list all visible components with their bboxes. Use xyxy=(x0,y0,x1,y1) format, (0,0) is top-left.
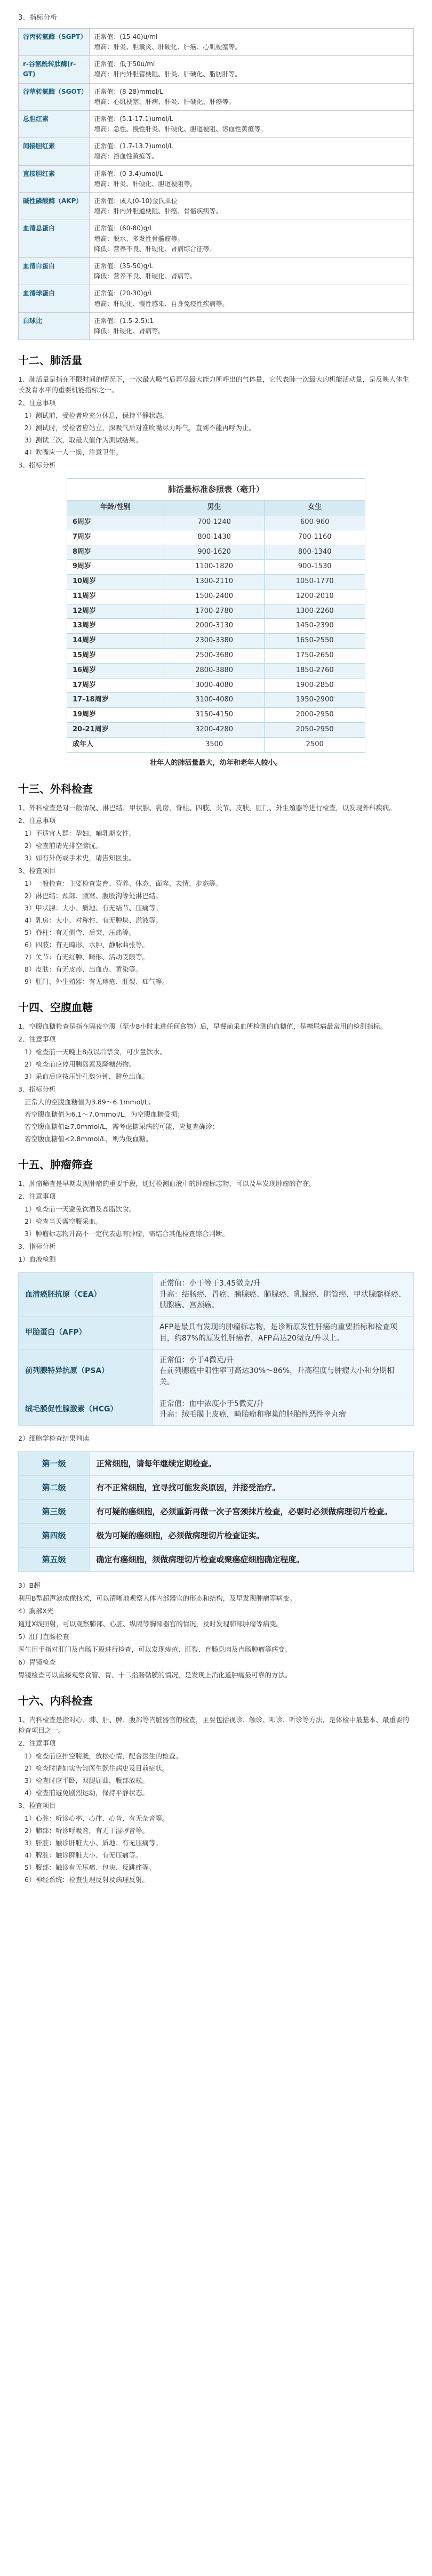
liver-row xyxy=(19,220,414,258)
liver-item-name: 白球比 xyxy=(19,312,90,340)
grade-value: 有可疑的癌细胞，必须重新再做一次子宫颈抹片检查，必要时必须做病理切片检查。 xyxy=(90,1500,414,1524)
lung-row xyxy=(67,560,365,575)
section-16 xyxy=(18,1692,414,1885)
lung-cell: 2500-3680 xyxy=(164,649,265,664)
check-item: 1）心脏：听诊心率、心律、心音、有无杂音等。 xyxy=(25,1814,169,1823)
lung-cell: 900-1530 xyxy=(265,560,365,575)
section-13-items xyxy=(18,878,414,987)
grade-value: 正常细胞，请每年继续定期检查。 xyxy=(90,1452,414,1476)
check-item: 3）甲状腺：大小、质地、有无结节、压痛等。 xyxy=(25,904,162,912)
liver-row xyxy=(19,165,414,192)
grade-name: 第三级 xyxy=(19,1500,90,1524)
lung-header-cell: 女生 xyxy=(265,500,365,515)
lung-row xyxy=(67,619,365,634)
check-item: 6）神经系统：检查生理反射及病理反射。 xyxy=(25,1876,149,1884)
liver-item-values xyxy=(90,285,414,312)
lung-row xyxy=(67,723,365,738)
section-15-p1: 1、肿瘤筛查是早期发现肿瘤的重要手段，通过检测血液中的肿瘤标志物，可以及早发现肿瘤的存在。 xyxy=(18,1180,316,1188)
liver-item-values xyxy=(90,193,414,220)
section-15-p4-text: 利用B型超声波成像技术，可以清晰地观察人体内部器官的形态和结构，及早发现肿瘤等病变。 xyxy=(18,1594,297,1603)
lung-cell: 1650-2550 xyxy=(265,634,365,649)
section-12-notes xyxy=(18,410,414,458)
liver-row xyxy=(19,312,414,340)
liver-item-line: 正常值：(60-80)g/L xyxy=(94,224,153,232)
lung-row xyxy=(67,678,365,693)
section-14-p1: 1、空腹血糖检查是指在隔夜空腹（至少8小时未进任何食物）后，早餐前采血所检测的血糖值，是糖尿病最常用的检测指标。 xyxy=(18,1022,387,1031)
note-item: 2）检查时请如实告知医生既往病史及目前症状。 xyxy=(25,1764,169,1773)
note-item: 3）采血后应按压针孔数分钟，避免出血。 xyxy=(25,1072,149,1081)
lung-cell: 6周岁 xyxy=(67,515,164,530)
lung-row xyxy=(67,663,365,678)
section-12-title: 十二、肺活量 xyxy=(18,354,82,367)
liver-item-values xyxy=(90,138,414,165)
lung-row xyxy=(67,515,365,530)
lung-cell: 1850-2760 xyxy=(265,663,365,678)
liver-item-line: 正常值：(15-40)u/ml xyxy=(94,33,158,41)
note-item: 4）检查前避免剧烈运动，保持平静状态。 xyxy=(25,1789,149,1797)
tumor-marker-table xyxy=(18,1272,414,1426)
marker-name: 甲胎蛋白（AFP） xyxy=(19,1317,153,1350)
check-item: 5）腹部：触诊有无压痛、包块、反跳痛等。 xyxy=(25,1863,156,1872)
note-item: 1）检查前应排空膀胱，放松心情，配合医生的检查。 xyxy=(25,1752,182,1761)
section-14-title: 十四、空腹血糖 xyxy=(18,1001,93,1014)
lung-cell: 15周岁 xyxy=(67,649,164,664)
grade-value: 有不正常细胞，宜寻找可能发炎原因，并接受治疗。 xyxy=(90,1476,414,1500)
liver-item-name: 碱性磷酸酶（AKP） xyxy=(19,193,90,220)
grade-value: 极为可疑的癌细胞，必须做病理切片检查证实。 xyxy=(90,1524,414,1548)
liver-item-line: 正常值：(1.7-13.7)umol/L xyxy=(94,142,173,150)
liver-row xyxy=(19,138,414,165)
lung-callout: 壮年人的肺活量最大，幼年和老年人较小。 xyxy=(150,758,282,767)
lung-row xyxy=(67,693,365,708)
check-item: 2）淋巴结：颈部、腋窝、腹股沟等处淋巴结。 xyxy=(25,892,162,900)
section-12-p3: 3、指标分析 xyxy=(18,461,56,470)
grade-name: 第五级 xyxy=(19,1548,90,1572)
section-16-p2: 2、注意事项 xyxy=(18,1739,56,1748)
cytology-grade-table xyxy=(18,1451,414,1572)
lung-cell: 3200-4280 xyxy=(164,723,265,738)
liver-item-line: 正常值：(35-50)g/L xyxy=(94,262,153,270)
lung-cell: 2500 xyxy=(265,737,365,752)
note-item: 1）检查前一天避免饮酒及高脂饮食。 xyxy=(25,1205,135,1214)
note-item: 2）测试时，受检者应站立，深吸气后对准吹嘴尽力呼气，直到不能再呼为止。 xyxy=(25,424,255,432)
note-item: 2）检查前请先排空膀胱。 xyxy=(25,842,102,850)
note-item: 1）检查前一天晚上8点以后禁食，可少量饮水。 xyxy=(25,1048,166,1056)
lung-cell: 1750-2650 xyxy=(265,649,365,664)
lung-cell: 700-1240 xyxy=(164,515,265,530)
lung-cell: 7周岁 xyxy=(67,530,164,545)
lung-cell: 成年人 xyxy=(67,737,164,752)
grade-name: 第一级 xyxy=(19,1452,90,1476)
liver-table xyxy=(18,28,414,340)
note-item: 3）如有外伤或手术史，请告知医生。 xyxy=(25,854,135,862)
section-13-p1: 1、外科检查是对一般情况、淋巴结、甲状腺、乳房、脊柱、四肢、关节、皮肤、肛门、外生殖器等进行检查，以发现外科疾病。 xyxy=(18,804,396,812)
marker-value: 正常值：血中浓度小于5微克/升 升高：绒毛膜上皮癌，畸胎瘤和卵巢的胚胎性恶性睾丸瘤 xyxy=(153,1393,413,1426)
check-item: 6）四肢：有无畸形、水肿、静脉曲张等。 xyxy=(25,941,149,949)
liver-item-values xyxy=(90,56,414,83)
note-item: 1）测试前，受检者应充分休息，保持平静状态。 xyxy=(25,411,169,420)
liver-row xyxy=(19,110,414,138)
section-13-notes xyxy=(18,828,414,863)
lung-cell: 17-18周岁 xyxy=(67,693,164,708)
check-item: 7）关节：有无红肿、畸形、活动受限等。 xyxy=(25,953,149,962)
lung-cell: 17周岁 xyxy=(67,678,164,693)
grade-row xyxy=(19,1524,414,1548)
check-item: 8）皮肤：有无皮疹、出血点、黄染等。 xyxy=(25,965,142,974)
lung-row xyxy=(67,575,365,590)
grade-value: 确定有癌细胞，须做病理切片检查或聚癌症细胞确定程度。 xyxy=(90,1548,414,1572)
note-item: 4）吹嘴应一人一换，注意卫生。 xyxy=(25,448,122,457)
lung-cell: 3150-4150 xyxy=(164,708,265,723)
marker-row xyxy=(19,1349,414,1393)
section-15-notes xyxy=(18,1204,414,1239)
marker-row xyxy=(19,1273,414,1317)
section-13-p2: 2、注意事项 xyxy=(18,817,56,825)
section-14 xyxy=(18,999,414,1144)
lung-cell: 12周岁 xyxy=(67,604,164,619)
liver-item-line: 正常值：低于50u/ml xyxy=(94,60,155,68)
liver-row xyxy=(19,28,414,55)
liver-item-line: 增高：肝内外胆管梗阻、肝炎、肝硬化、脂肪肝等。 xyxy=(94,70,242,78)
lung-row xyxy=(67,634,365,649)
section-16-p1: 1、内科检查是指对心、肺、肝、脾、腹部等内脏器官的检查，主要包括视诊、触诊、叩诊、听诊等方法，是体检中最基本、最重要的检查项目之一。 xyxy=(18,1716,409,1735)
section-16-title: 十六、内科检查 xyxy=(18,1694,93,1708)
section-12 xyxy=(18,352,414,769)
check-item: 4）脾脏：触诊脾脏大小、有无压痛等。 xyxy=(25,1851,142,1860)
liver-item-line: 增高：脱水、多发性骨髓瘤等。 xyxy=(94,235,184,243)
liver-item-line: 降低：肝硬化、肾病等。 xyxy=(94,327,165,335)
liver-item-values xyxy=(90,28,414,55)
check-item: 5）脊柱：有无侧弯、后突、压痛等。 xyxy=(25,928,135,937)
section-16-items xyxy=(18,1813,414,1885)
lung-cell: 900-1620 xyxy=(164,545,265,560)
grade-row xyxy=(19,1476,414,1500)
lung-cell: 3100-4080 xyxy=(164,693,265,708)
lung-row xyxy=(67,604,365,619)
note-item: 1）不适宜人群：孕妇、哺乳期女性。 xyxy=(25,829,135,838)
lung-cell: 2050-2950 xyxy=(265,723,365,738)
section-15-p6-text: 医生用手指对肛门及直肠下段进行检查，可以发现痔疮、肛裂、直肠息肉及直肠肿瘤等病变。 xyxy=(18,1645,292,1654)
marker-row xyxy=(19,1317,414,1350)
section-15 xyxy=(18,1156,414,1681)
lung-cell: 1050-1770 xyxy=(265,575,365,590)
section-13-title: 十三、外科检查 xyxy=(18,782,93,796)
liver-item-values xyxy=(90,165,414,192)
marker-value: AFP是最具有发现的肿瘤标志物，是诊断原发性肝癌的重要指标和检查项目，约87%的原发性肝癌者，AFP高达20微克/升以上。 xyxy=(153,1317,413,1350)
lung-cell: 2000-2950 xyxy=(265,708,365,723)
check-item: 1）一般检查：主要检查发育、营养、体态、面容、表情、步态等。 xyxy=(25,879,222,888)
section-15-title: 十五、肿瘤筛查 xyxy=(18,1158,93,1172)
lung-row xyxy=(67,649,365,664)
note-item: 3）肿瘤标志物升高不一定代表患有肿瘤，需结合其他检查综合判断。 xyxy=(25,1230,229,1238)
liver-item-line: 正常值：(8-28)mmol/L xyxy=(94,87,163,95)
liver-item-name: 血清总蛋白 xyxy=(19,220,90,258)
section-16-notes xyxy=(18,1751,414,1798)
liver-item-line: 增高：肝硬化、慢性感染、自身免疫性疾病等。 xyxy=(94,300,229,308)
lung-cell: 16周岁 xyxy=(67,663,164,678)
lung-cell: 14周岁 xyxy=(67,634,164,649)
marker-name: 绒毛膜促性腺激素（HCG） xyxy=(19,1393,153,1426)
lung-table-title: 肺活量标准参照表（毫升） xyxy=(67,479,365,500)
section-15-p3a: 1）血液检测 xyxy=(18,1255,56,1264)
section-15-p3: 3、指标分析 xyxy=(18,1242,56,1251)
liver-item-name: 总胆红素 xyxy=(19,110,90,138)
lung-capacity-table xyxy=(67,478,365,753)
lung-row xyxy=(67,708,365,723)
grade-row xyxy=(19,1500,414,1524)
lung-cell: 10周岁 xyxy=(67,575,164,590)
lung-cell: 3500 xyxy=(164,737,265,752)
liver-item-line: 增高：肝炎、胆囊炎、肝硬化、肝癌、心肌梗塞等。 xyxy=(94,43,242,51)
liver-row xyxy=(19,83,414,110)
liver-section xyxy=(18,13,414,340)
lung-header-cell: 男生 xyxy=(164,500,265,515)
liver-item-line: 增高：溶血性黄疸等。 xyxy=(94,152,158,160)
grade-name: 第二级 xyxy=(19,1476,90,1500)
note-item: 3）测试三次，取最大值作为测试结果。 xyxy=(25,436,142,445)
section-16-p3: 3、检查项目 xyxy=(18,1802,56,1810)
liver-item-line: 增高：肝炎、肝硬化、胆道梗阻等。 xyxy=(94,180,197,188)
lung-cell: 1900-2850 xyxy=(265,678,365,693)
liver-item-name: 谷丙转氨酶（SGPT） xyxy=(19,28,90,55)
grade-row xyxy=(19,1452,414,1476)
analysis-item: 若空腹血糖值为6.1～7.0mmol/L，为空腹血糖受损； xyxy=(25,1110,184,1119)
marker-name: 前列腺特异抗原（PSA） xyxy=(19,1349,153,1393)
lung-table-wrap xyxy=(18,478,414,753)
section-14-p3: 3、指标分析 xyxy=(18,1085,56,1094)
marker-value: 正常值：小于等于3.45微克/升 升高：结肠癌、胃癌、胰腺癌、肺腺癌、乳腺癌、胆管癌、甲状腺髓样癌、胰腺癌、宫颈癌。 xyxy=(153,1273,413,1317)
check-item: 4）乳房：大小、对称性、有无肿块、溢液等。 xyxy=(25,916,162,925)
liver-item-line: 增高：肝内外胆道梗阻、肝癌、骨骼疾病等。 xyxy=(94,207,222,215)
section-15-p4: 3）B超 xyxy=(18,1581,41,1590)
section-15-p5-text: 通过X线照射，可以观察肺部、心脏、纵隔等胸部器官的情况，及时发现肺部肿瘤等病变。 xyxy=(18,1620,283,1628)
liver-item-line: 正常值：(20-30)g/L xyxy=(94,289,153,297)
section-13-p3: 3、检查项目 xyxy=(18,867,56,875)
lung-cell: 1100-1820 xyxy=(164,560,265,575)
note-item: 3）检查时应平卧，双腿屈曲，腹部放松。 xyxy=(25,1776,149,1785)
lung-row xyxy=(67,530,365,545)
liver-item-name: 直接胆红素 xyxy=(19,165,90,192)
lung-cell: 1950-2900 xyxy=(265,693,365,708)
lung-cell: 1500-2400 xyxy=(164,589,265,604)
lung-cell: 1450-2390 xyxy=(265,619,365,634)
grade-name: 第四级 xyxy=(19,1524,90,1548)
section-13 xyxy=(18,780,414,987)
liver-item-line: 正常值：(5.1-17.1)umol/L xyxy=(94,115,173,123)
liver-item-line: 增高：急性、慢性肝炎、肝硬化、胆道梗阻、溶血性黄疸等。 xyxy=(94,125,267,133)
lung-cell: 1700-2780 xyxy=(164,604,265,619)
lung-cell: 2000-3130 xyxy=(164,619,265,634)
liver-item-values xyxy=(90,257,414,285)
section-12-p1: 1、肺活量是指在不限时间的情况下，一次最大吸气后再尽最大能力所呼出的气体量，它代表肺一次最大的机能活动量，是反映人体生长发育水平的重要机能指标之一。 xyxy=(18,375,409,394)
liver-item-line: 正常值：(0-3.4)umol/L xyxy=(94,169,163,177)
liver-item-line: 增高：心肌梗塞、肝病、肝炎、肝硬化、肝癌等。 xyxy=(94,98,235,106)
section-15-p5: 4）胸部X光 xyxy=(18,1607,54,1616)
lung-row xyxy=(67,589,365,604)
lung-cell: 1300-2260 xyxy=(265,604,365,619)
liver-item-line: 降低：营养不良、肝硬化、肾病等。 xyxy=(94,272,197,280)
lung-row xyxy=(67,737,365,752)
lung-cell: 600-960 xyxy=(265,515,365,530)
note-item: 2）检查当天需空腹采血。 xyxy=(25,1217,102,1226)
liver-item-values xyxy=(90,312,414,340)
section-14-analysis xyxy=(18,1097,414,1144)
marker-name: 血清癌胚抗原（CEA） xyxy=(19,1273,153,1317)
liver-item-line: 降低：营养不良、肝硬化、肾病综合征等。 xyxy=(94,245,216,253)
analysis-item: 正常人的空腹血糖值为3.89～6.1mmol/L； xyxy=(25,1098,155,1107)
lung-cell: 2300-3380 xyxy=(164,634,265,649)
grade-row xyxy=(19,1548,414,1572)
analysis-item: 若空腹血糖值<2.8mmol/L，则为低血糖。 xyxy=(25,1135,153,1143)
section-15-p2: 2、注意事项 xyxy=(18,1192,56,1201)
lung-cell: 13周岁 xyxy=(67,619,164,634)
check-item: 3）肝脏：触诊肝脏大小、质地、有无压痛等。 xyxy=(25,1839,162,1847)
lung-cell: 9周岁 xyxy=(67,560,164,575)
marker-value: 正常值：小于4微克/升 在前列腺癌中阳性率可高达30%～86%，升高程度与肿瘤大小和分期相关。 xyxy=(153,1349,413,1393)
check-item: 2）肺部：听诊呼吸音，有无干湿啰音等。 xyxy=(25,1827,149,1835)
lung-header-cell: 年龄/性别 xyxy=(67,500,164,515)
section-15-p6: 5）肛门直肠检查 xyxy=(18,1633,69,1641)
liver-item-line: 正常值：成人(0-10)金氏单位 xyxy=(94,197,178,205)
liver-item-values xyxy=(90,110,414,138)
liver-item-name: 间接胆红素 xyxy=(19,138,90,165)
lung-cell: 800-1430 xyxy=(164,530,265,545)
liver-item-name: 血清球蛋白 xyxy=(19,285,90,312)
liver-item-values xyxy=(90,83,414,110)
liver-intro: 3、指标分析 xyxy=(18,14,58,22)
lung-cell: 800-1340 xyxy=(265,545,365,560)
section-12-p2: 2、注意事项 xyxy=(18,399,56,407)
liver-row xyxy=(19,193,414,220)
lung-cell: 19周岁 xyxy=(67,708,164,723)
lung-cell: 700-1160 xyxy=(265,530,365,545)
lung-cell: 3000-4080 xyxy=(164,678,265,693)
lung-cell: 11周岁 xyxy=(67,589,164,604)
lung-cell: 2800-3880 xyxy=(164,663,265,678)
lung-cell: 20-21周岁 xyxy=(67,723,164,738)
liver-item-name: r-谷氨酰转肽酶(r-GT) xyxy=(19,56,90,83)
note-item: 2）检查前应停用胰岛素及降糖药物。 xyxy=(25,1060,135,1069)
section-15-p7-text: 胃镜检查可以直接观察食管、胃、十二指肠黏膜的情况，是发现上消化道肿瘤最可靠的方法。 xyxy=(18,1671,292,1679)
analysis-item: 若空腹血糖值≥7.0mmol/L，需考虑糖尿病的可能，应复查确诊； xyxy=(25,1123,219,1131)
section-15-p3b: 2）细胞学检查结果判读 xyxy=(18,1434,89,1443)
check-item: 9）肛门、外生殖器：有无痔疮、肛裂、疝气等。 xyxy=(25,978,169,986)
lung-cell: 1300-2110 xyxy=(164,575,265,590)
liver-item-line: 正常值：(1.5-2.5):1 xyxy=(94,317,154,325)
liver-item-values xyxy=(90,220,414,258)
lung-row xyxy=(67,545,365,560)
section-14-notes xyxy=(18,1047,414,1082)
liver-row xyxy=(19,56,414,83)
liver-item-name: 血清白蛋白 xyxy=(19,257,90,285)
liver-item-name: 谷草转氨酶（SGOT） xyxy=(19,83,90,110)
section-14-p2: 2、注意事项 xyxy=(18,1035,56,1044)
marker-row xyxy=(19,1393,414,1426)
lung-cell: 1200-2010 xyxy=(265,589,365,604)
lung-cell: 8周岁 xyxy=(67,545,164,560)
section-15-p7: 6）胃镜检查 xyxy=(18,1658,56,1667)
liver-row xyxy=(19,285,414,312)
liver-row xyxy=(19,257,414,285)
